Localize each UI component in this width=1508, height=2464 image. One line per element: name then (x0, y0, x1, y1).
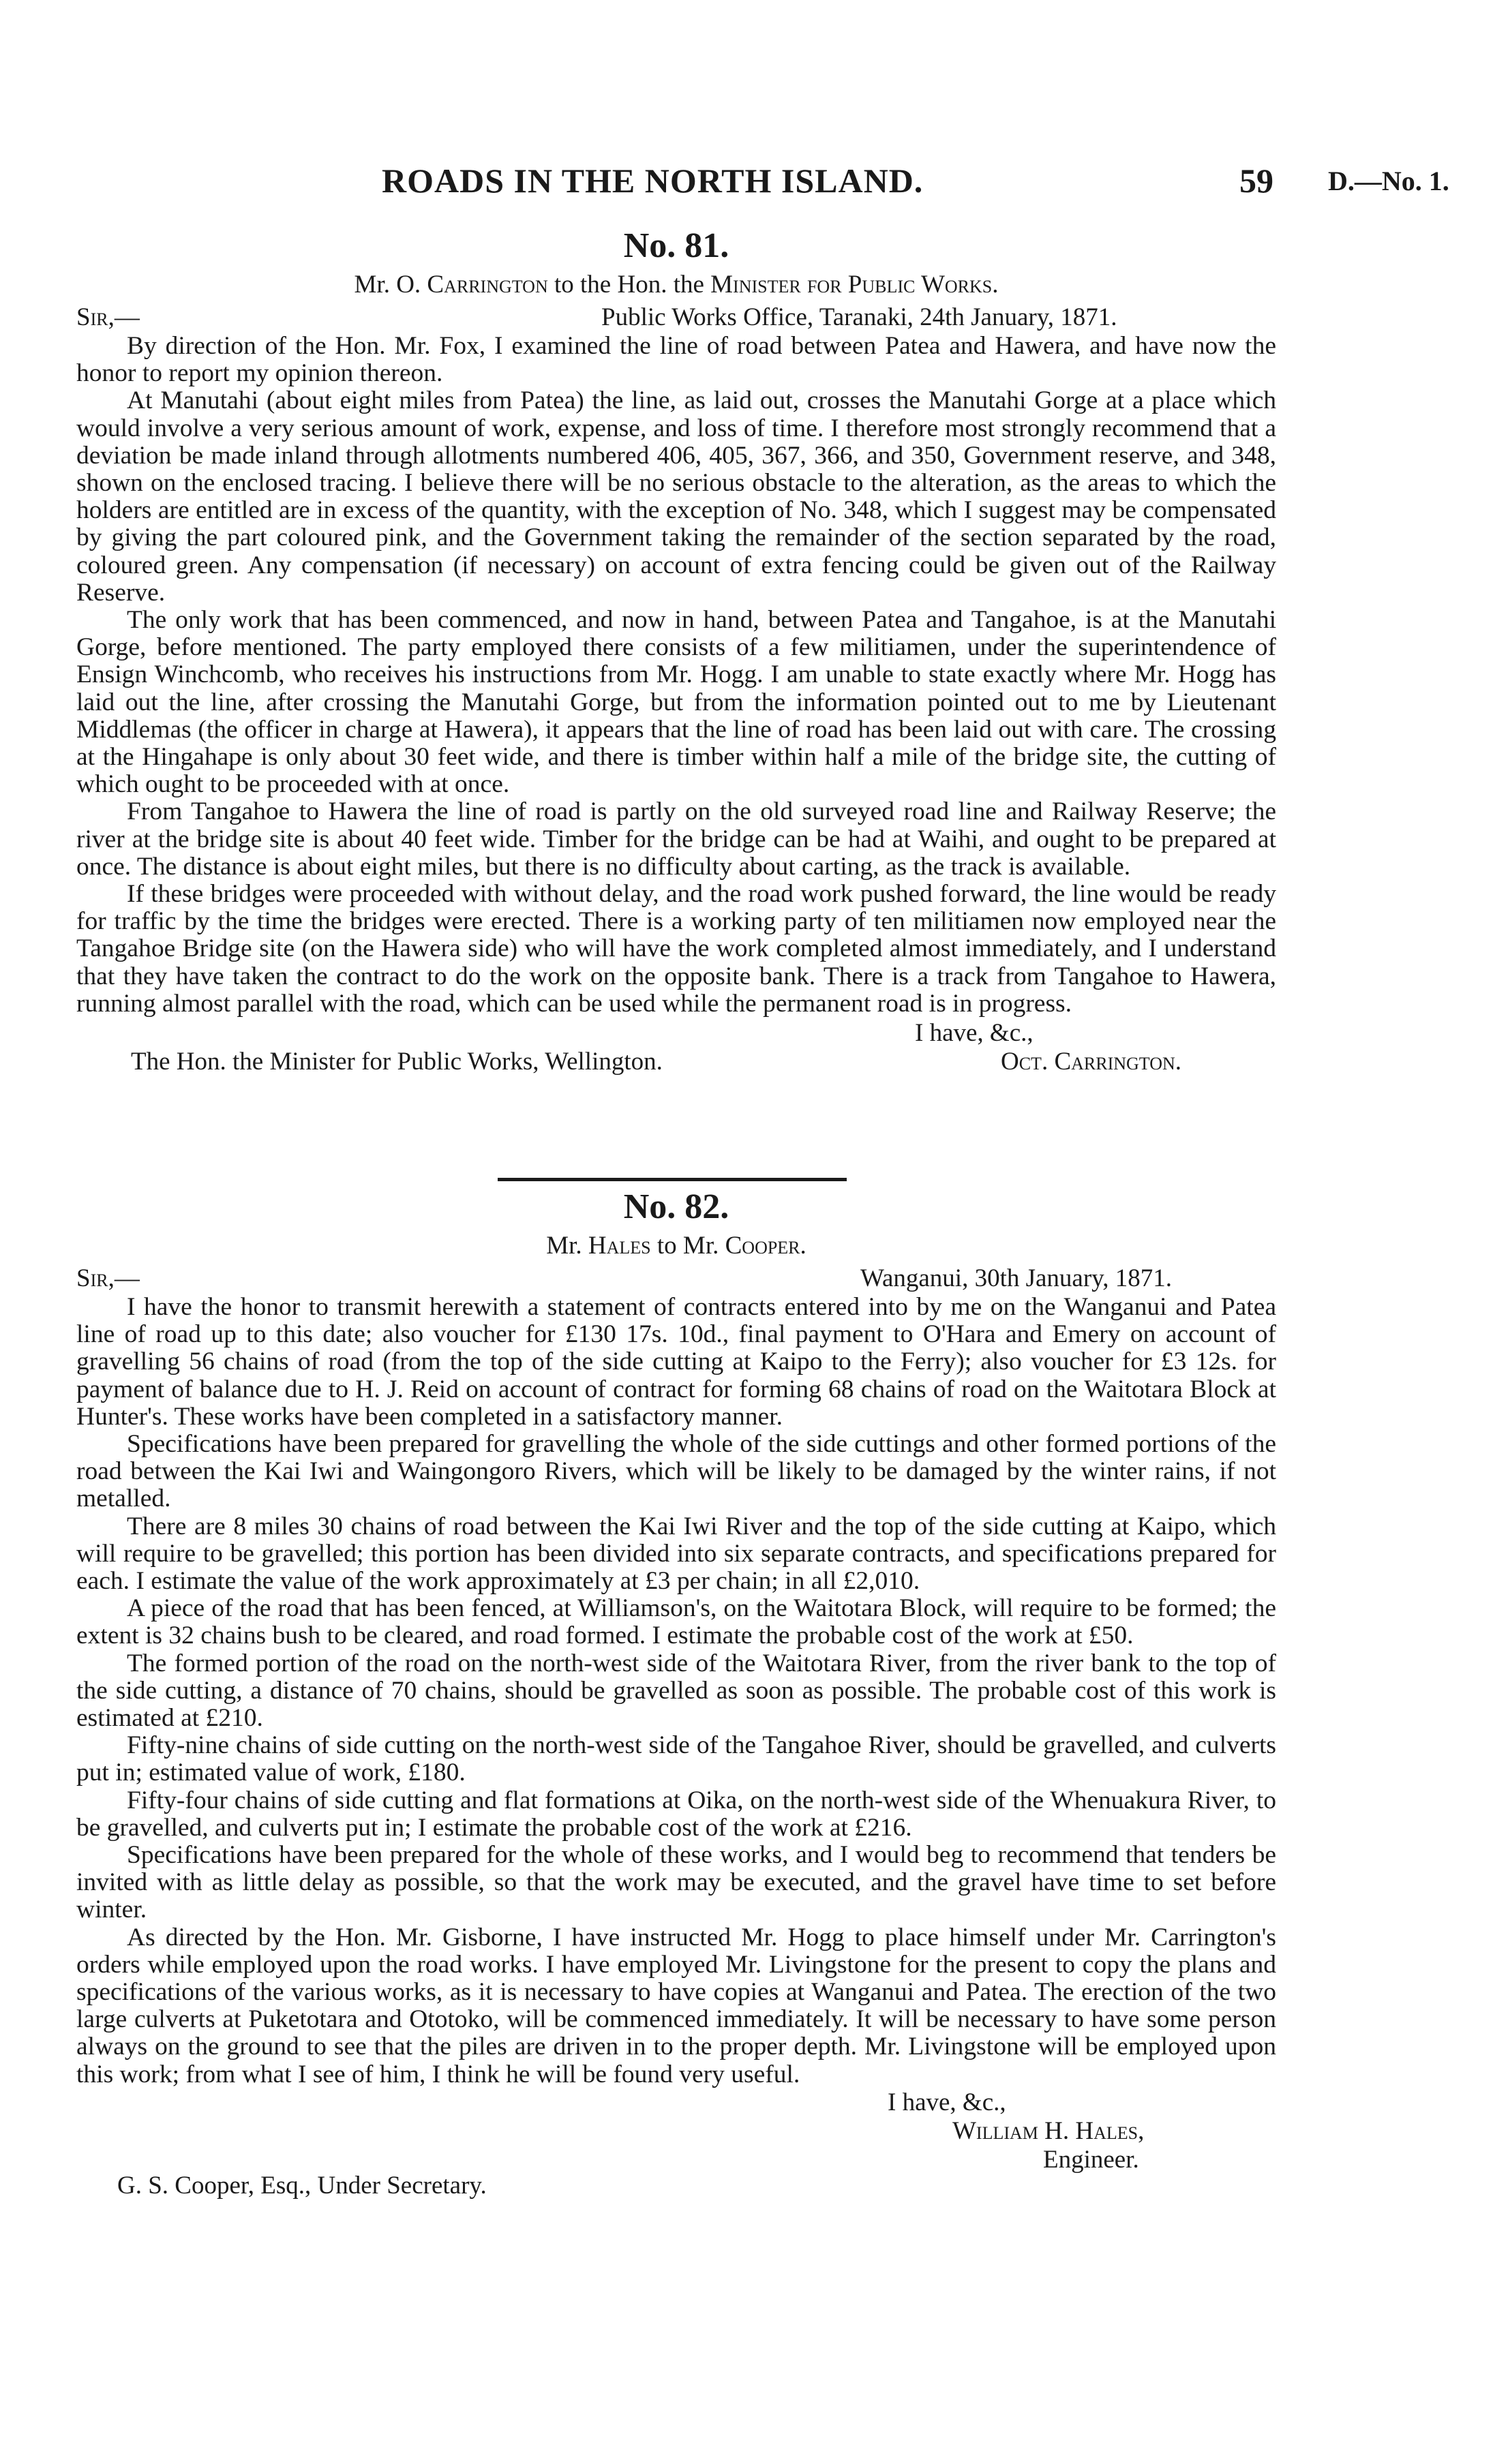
salutation-row (76, 1264, 1276, 1294)
paragraph: I have the honor to transmit herewith a statement of contracts entered into by me on the Wanganui and Patea line of road up to this date; also voucher for £130 17s. 10d., final payment to O'Hara and Emery on account of gravelling 56 chains of road (from the top of the side cutting at Kaipo to the Ferry); also voucher for £3 12s. for payment of balance due to H. J. Reid on account of contract for forming 68 chains of road on the Waitotara Block at Hunter's. These works have been completed in a satisfactory manner. (76, 1293, 1276, 1431)
letter-81 (76, 225, 1276, 1076)
paragraph: If these bridges were proceeded with without delay, and the road work pushed forward, the line would be ready for traffic by the time the bridges were erected. There is a working party of ten militiamen now employed near the Tangahoe Bridge site (on the Hawera side) who will have the work completed almost immediately, and I understand that they have taken the contract to do the work on the opposite bank. There is a track from Tangahoe to Hawera, running almost parallel with the road, which can be used while the permanent road is in progress. (76, 880, 1276, 1018)
addressee: G. S. Cooper, Esq., Under Secretary. (117, 2171, 487, 2200)
paragraph: By direction of the Hon. Mr. Fox, I examined the line of road between Patea and Hawera, and have now the honor to report my opinion thereon. (76, 332, 1276, 388)
paragraph: Fifty-nine chains of side cutting on the north-west side of the Tangahoe River, should be gravelled, and culverts put in; estimated value of work, £180. (76, 1731, 1276, 1787)
heading-from: Carrington (427, 271, 548, 299)
letter-heading (76, 270, 1276, 300)
heading-pre: Mr. O. (354, 271, 427, 299)
heading-pre: Mr. (546, 1232, 588, 1260)
signature: Oct. Carrington. (1001, 1048, 1182, 1076)
heading-to: Cooper (725, 1232, 800, 1260)
paragraph: A piece of the road that has been fenced, at Williamson's, on the Waitotara Block, will require to be formed; the extent is 32 chains bush to be cleared, and road formed. I estimate the probable cost of the work at £50. (76, 1594, 1276, 1650)
paragraph: The only work that has been commenced, and now in hand, between Patea and Tangahoe, is at the Manutahi Gorge, before mentioned. The party employed there consists of a few militiamen, under the superintendence of Ensign Winchcomb, who receives his instructions from Mr. Hogg. I am unable to state exactly where Mr. Hogg has laid out the line, after crossing the Manutahi Gorge, but from the information pointed out to me by Lieutenant Middlemas (the officer in charge at Hawera), it appears that the line of road has been laid out with care. The crossing at the Hingahape is only about 30 feet wide, and there is timber within half a mile of the bridge site, the cutting of which ought to be proceeded with at once. (76, 606, 1276, 799)
letter-heading (76, 1231, 1276, 1261)
signature: William H. Hales, (952, 2116, 1145, 2145)
closing: I have, &c., (915, 1019, 1034, 1048)
running-title: ROADS IN THE NORTH ISLAND. (382, 162, 924, 200)
paragraph: From Tangahoe to Hawera the line of road is partly on the old surveyed road line and Railway Reserve; the river at the bridge site is about 40 feet wide. Timber for the bridge can be had at Waihi, and ought to be prepared at once. The distance is about eight miles, but there is no difficulty about carting, as the track is available. (76, 797, 1276, 881)
closing-block (76, 1019, 1276, 1076)
heading-post: . (992, 271, 999, 299)
letter-number: No. 82. (623, 1187, 729, 1226)
heading-to: Minister for Public Works (710, 271, 993, 299)
heading-mid: to Mr. (650, 1232, 725, 1260)
paragraph: The formed portion of the road on the north-west side of the Waitotara River, from the river bank to the top of the side cutting, a distance of 70 chains, should be gravelled as soon as possible. The probable cost of this work is estimated at £210. (76, 1649, 1276, 1733)
paragraph: As directed by the Hon. Mr. Gisborne, I have instructed Mr. Hogg to place himself under Mr. Carrington's orders while employed upon the road works. I have employed Mr. Livingstone for the present to copy the plans and specifications of the various works, as it is necessary to have copies at Wanganui and Patea. The erection of the two large culverts at Puketotara and Ototoko, will be commenced immediately. It will be necessary to have some person always on the ground to see that the piles are driven in to the proper depth. Mr. Livingstone will be employed upon this work; from what I see of him, I think he will be found very useful. (76, 1923, 1276, 2088)
letter-body (76, 333, 1276, 1018)
heading-mid: to the Hon. the (547, 271, 711, 299)
closing: I have, &c., (888, 2088, 1006, 2116)
heading-from: Hales (588, 1232, 651, 1260)
salutation: Sir,— (76, 303, 140, 331)
paragraph: Fifty-four chains of side cutting and flat formations at Oika, on the north-west side of the Whenuakura River, to be gravelled, and culverts put in; I estimate the probable cost of the work at £216. (76, 1786, 1276, 1842)
page-number: 59 (1239, 162, 1273, 200)
place-date: Wanganui, 30th January, 1871. (860, 1264, 1173, 1292)
closing-block (76, 2088, 1276, 2204)
salutation-row (76, 303, 1276, 333)
paragraph: Specifications have been prepared for the whole of these works, and I would beg to recommend that tenders be invited with as little delay as possible, so that the work may be executed, and the gravel have time to set before winter. (76, 1841, 1276, 1924)
running-header (0, 161, 1508, 209)
salutation: Sir,— (76, 1264, 140, 1292)
paragraph: Specifications have been prepared for gravelling the whole of the side cuttings and other formed portions of the road between the Kai Iwi and Waingongoro Rivers, which will be likely to be damaged by the winter rains, if not metalled. (76, 1430, 1276, 1513)
addressee: The Hon. the Minister for Public Works, Wellington. (131, 1048, 663, 1076)
signature-title: Engineer. (1043, 2145, 1139, 2174)
letter-body (76, 1294, 1276, 2088)
place-date: Public Works Office, Taranaki, 24th January, 1871. (601, 303, 1117, 331)
paper-code: D.—No. 1. (1328, 166, 1449, 196)
letter-82 (76, 1186, 1276, 2204)
section-divider (498, 1178, 847, 1181)
heading-post: . (800, 1232, 806, 1260)
letter-number: No. 81. (623, 226, 729, 265)
paragraph: There are 8 miles 30 chains of road between the Kai Iwi River and the top of the side cutting at Kaipo, which will require to be gravelled; this portion has been divided into six separate contracts, and specifications prepared for each. I estimate the value of the work approximately at £3 per chain; in all £2,010. (76, 1512, 1276, 1596)
paragraph: At Manutahi (about eight miles from Patea) the line, as laid out, crosses the Manutahi Gorge at a place which would involve a very serious amount of work, expense, and loss of time. I therefore most strongly recommend that a deviation be made inland through allotments numbered 406, 405, 367, 366, and 350, Government reserve, and 348, shown on the enclosed tracing. I believe there will be no serious obstacle to the alteration, as the areas to which the holders are entitled are in excess of the quantity, with the exception of No. 348, which I suggest may be compensated by giving the part coloured pink, and the Government taking the remainder of the section separated by the road, coloured green. Any compensation (if necessary) on account of extra fencing could be given out of the Railway Reserve. (76, 386, 1276, 607)
